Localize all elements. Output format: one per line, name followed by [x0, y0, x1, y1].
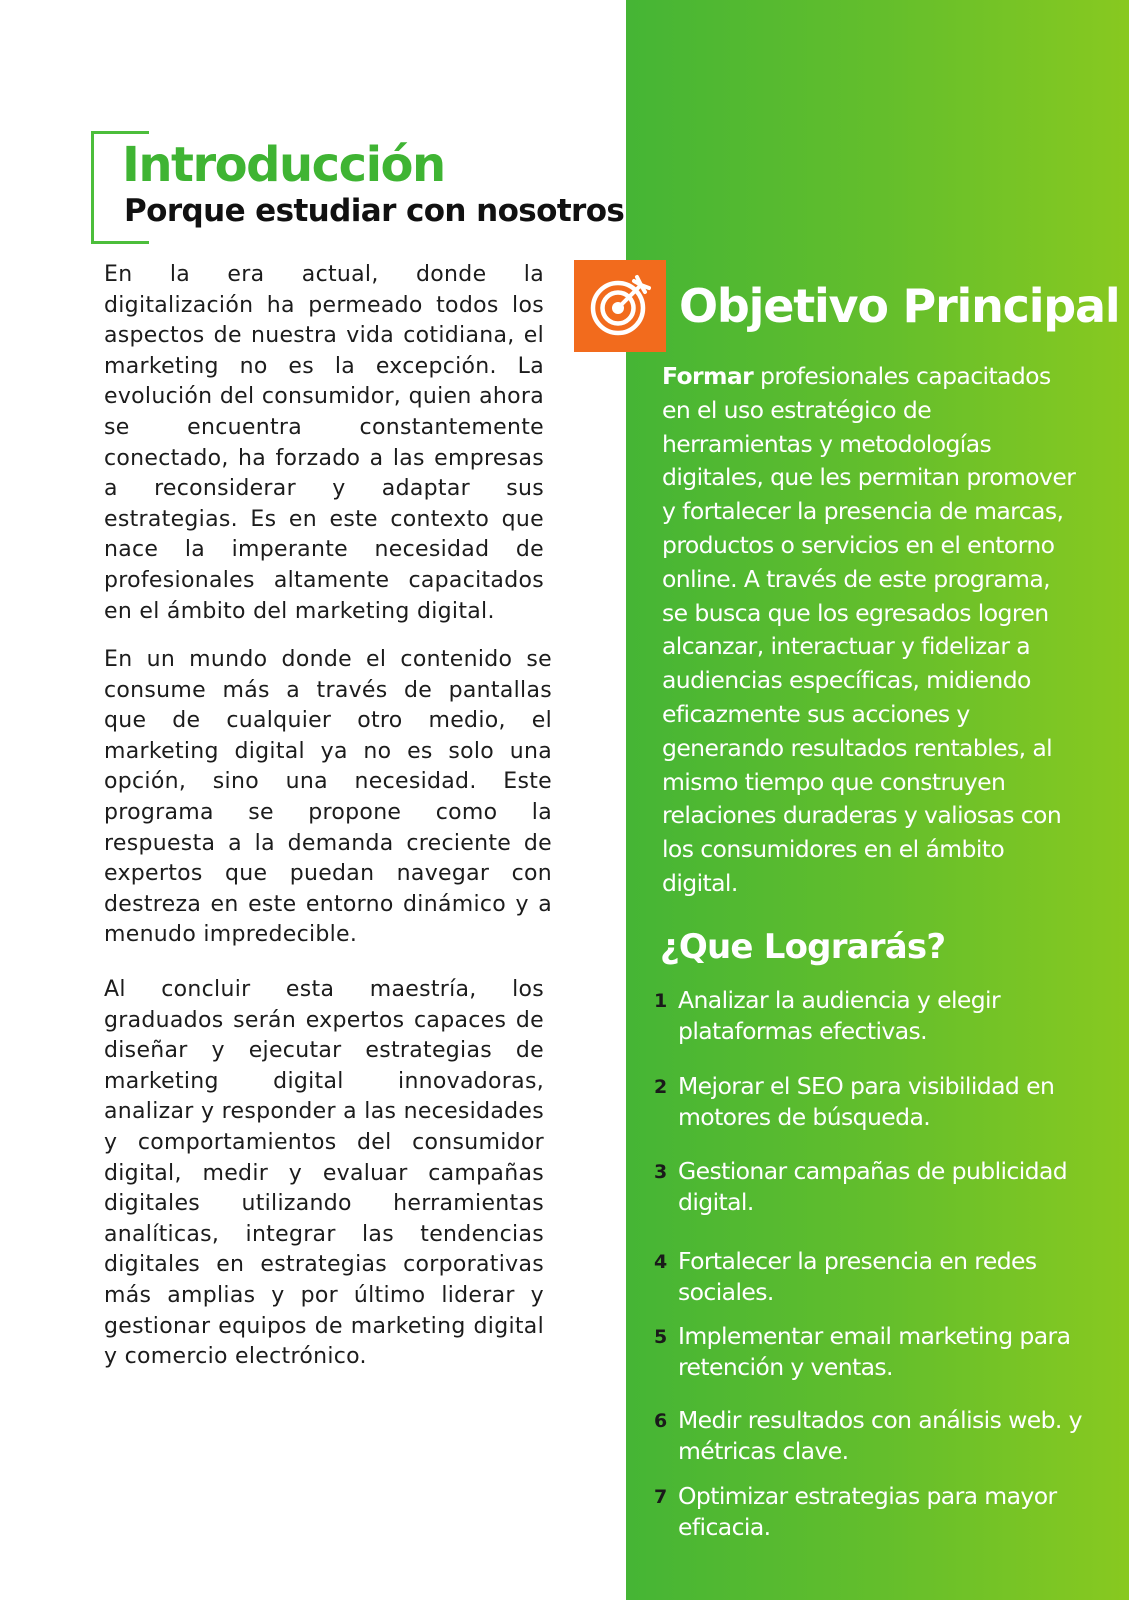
objective-lead: Formar	[662, 362, 754, 390]
item-number: 1	[654, 990, 668, 1012]
item-text: Fortalecer la presencia en redes sociales.	[678, 1247, 1037, 1306]
item-number: 5	[654, 1326, 668, 1348]
item-number: 7	[654, 1486, 668, 1508]
target-badge	[574, 260, 666, 352]
item-number: 3	[654, 1161, 668, 1183]
item-text: Analizar la audiencia y elegir plataformas efectivas.	[678, 986, 1001, 1045]
item-text: Optimizar estrategias para mayor eficacia.	[678, 1482, 1057, 1541]
item-number: 2	[654, 1076, 668, 1098]
item-number: 4	[654, 1251, 668, 1273]
target-icon	[587, 273, 653, 339]
item-text: Medir resultados con análisis web. y métricas clave.	[678, 1406, 1082, 1465]
item-number: 6	[654, 1410, 668, 1432]
intro-paragraph: Al concluir esta maestría, los graduados serán expertos capaces de diseñar y ejecutar estrategias de marketing digital innovadoras, analizar y responder a las necesidades y comportamientos del consumidor digital, medir y evaluar campañas digitales utilizando herramientas analíticas, integrar las tendencias digitales en estrategias corporativas más amplias y por último liderar y gestionar equipos de marketing digital y comercio electrónico.	[104, 977, 544, 1370]
intro-subtitle: Porque estudiar con nosotros	[124, 193, 625, 229]
item-text: Implementar email marketing para retención y ventas.	[678, 1322, 1071, 1381]
objective-text	[662, 360, 1082, 901]
achievements-title: ¿Que Lograrás?	[660, 927, 946, 967]
objective-body: profesionales capacitados en el uso estratégico de herramientas y metodologías digitales, que les permitan promover y fortalecer la presencia de marcas, productos o servicios en el entorno online. A través de este programa, se busca que los egresados logren alcanzar, interactuar y fidelizar a audiencias específicas, midiendo eficazmente sus acciones y generando resultados rentables, al mismo tiempo que construyen relaciones duraderas y valiosas con los consumidores en el ámbito digital.	[662, 362, 1076, 897]
intro-paragraph: En la era actual, donde la digitalización ha permeado todos los aspectos de nuestra vida cotidiana, el marketing no es la excepción. La evolución del consumidor, quien ahora se encuentra constantemente conectado, ha forzado a las empresas a reconsiderar y adaptar sus estrategias. Es en este contexto que nace la imperante necesidad de profesionales altamente capacitados en el ámbito del marketing digital.	[104, 262, 544, 624]
intro-paragraph: En un mundo donde el contenido se consume más a través de pantallas que de cualquier otro medio, el marketing digital ya no es solo una opción, sino una necesidad. Este programa se propone como la respuesta a la demanda creciente de expertos que puedan navegar con destreza en este entorno dinámico y a menudo impredecible.	[104, 647, 552, 948]
intro-title: Introducción	[122, 137, 445, 193]
item-text: Gestionar campañas de publicidad digital.	[678, 1157, 1068, 1216]
objective-title: Objetivo Principal	[679, 279, 1120, 333]
item-text: Mejorar el SEO para visibilidad en motores de búsqueda.	[678, 1072, 1055, 1131]
